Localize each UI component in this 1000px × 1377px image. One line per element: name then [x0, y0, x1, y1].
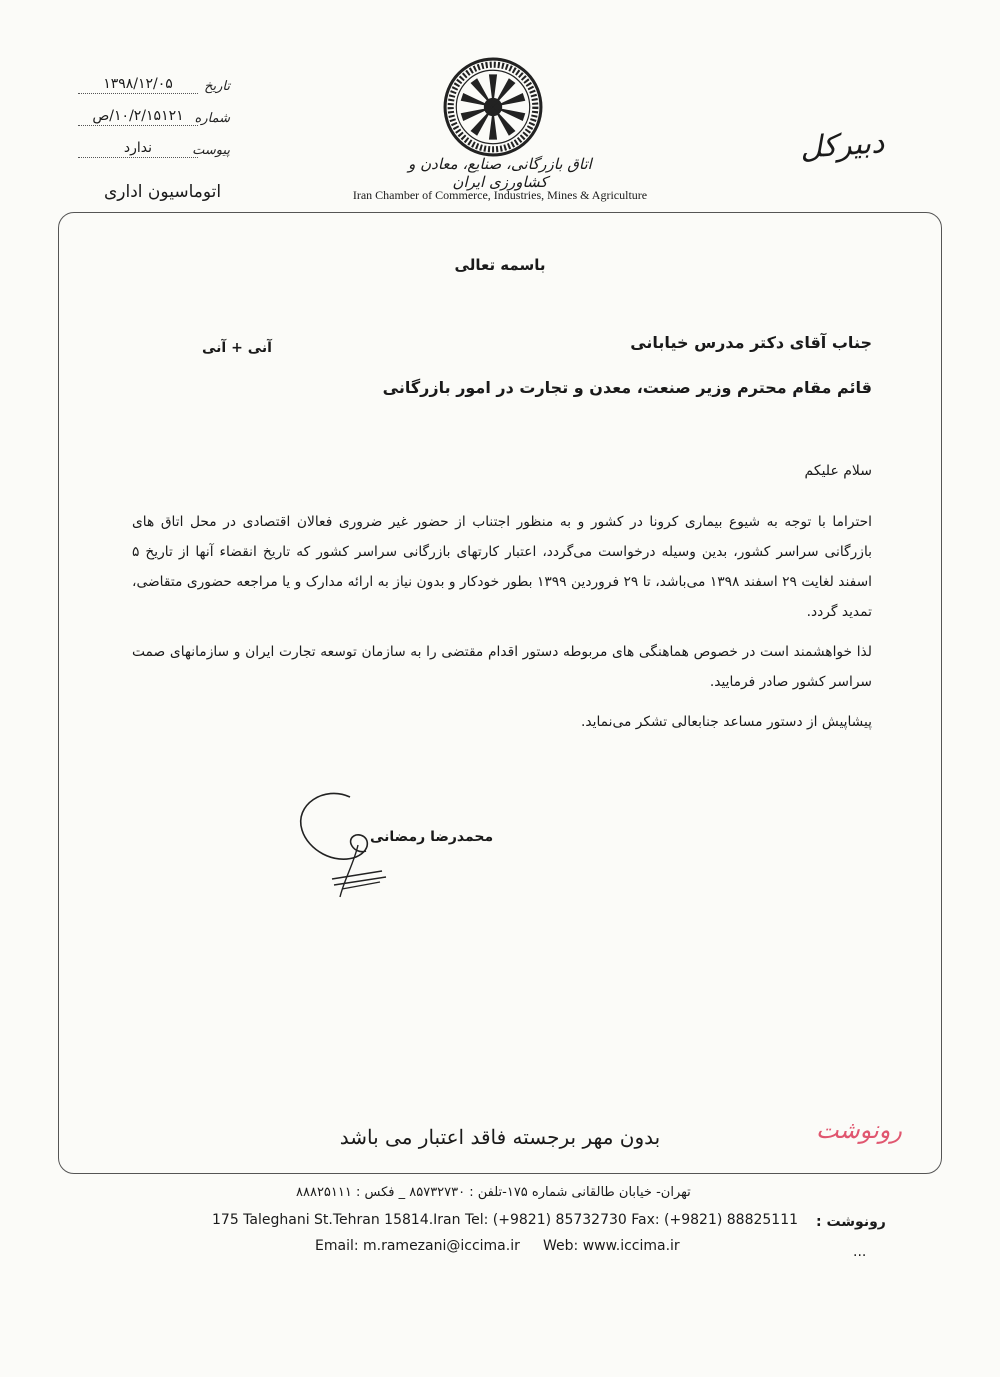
copy-ellipsis: ... [853, 1244, 867, 1260]
basmala-heading: باسمه تعالی [454, 256, 546, 274]
copy-label: رونوشت : [816, 1214, 886, 1230]
number-row [78, 108, 230, 126]
chamber-logo-icon [442, 56, 544, 158]
copy-stamp: رونوشت [816, 1116, 902, 1144]
recipient-name: جناب آقای دکتر مدرس خیابانی [630, 333, 872, 352]
department-label: دبیرکل [798, 125, 886, 166]
recipient-title: قائم مقام محترم وزیر صنعت، معدن و تجارت در امور بازرگانی [382, 378, 872, 397]
attachment-value: ندارد [78, 140, 198, 158]
greeting: سلام علیکم [804, 463, 872, 479]
office-automation-label: اتوماسیون اداری [104, 182, 222, 202]
org-name-persian: اتاق بازرگانی، صنایع، معادن و کشاورزی ایران [408, 155, 592, 191]
body-paragraph: احتراما با توجه به شیوع بیماری کرونا در کشور و به منظور اجتناب از حضور غیر ضروری فعالان اقتصادی در محل اتاق های بازرگانی سراسر کشور، بدین وسیله درخواست می‌گردد، اعتبار کارتهای بازرگانی سراسر کشور که تاریخ انقضاء آنها از تاریخ ۵ اسفند لغایت ۲۹ اسفند ۱۳۹۸ می‌باشد، تا ۲۹ فروردین ۱۳۹۹ بطور خودکار و بدون نیاز به ارائه مدارک و یا مراجعه حضوری متقاضی، تمدید گردد. [132, 514, 872, 620]
body-paragraph: لذا خواهشمند است در خصوص هماهنگی های مربوطه دستور اقدام مقتضی را به سازمان توسعه تجارت ایران و سازمانهای صمت سراسر کشور صادر فرمایید. [132, 644, 872, 690]
address-english: 175 Taleghani St.Tehran 15814.Iran Tel: (+9821) 85732730 Fax: (+9821) 88825111 [212, 1212, 799, 1228]
signature-icon [284, 785, 404, 905]
email-text: Email: m.ramezani@iccima.ir [315, 1238, 520, 1254]
number-value: ۱۰/۲/۱۵۱۲۱/ص [78, 108, 198, 126]
date-label: تاریخ [204, 79, 230, 94]
org-name-english: Iran Chamber of Commerce, Industries, Mines & Agriculture [352, 188, 648, 202]
closing-line: پیشاپیش از دستور مساعد جنابعالی تشکر می‌نماید. [580, 714, 872, 730]
attachment-label: پیوست [192, 143, 230, 158]
date-row [78, 76, 230, 94]
urgency-label: آنی + آنی [202, 340, 272, 356]
date-value: ۱۳۹۸/۱۲/۰۵ [78, 76, 198, 94]
web-text: Web: www.iccima.ir [543, 1238, 680, 1254]
signer-name: محمدرضا رمضانی [370, 829, 494, 845]
number-label: شماره [194, 111, 230, 126]
stamp-validity-text: بدون مهر برجسته فاقد اعتبار می باشد [339, 1125, 661, 1149]
attachment-row [78, 140, 230, 158]
address-persian: تهران- خیابان طالقانی شماره ۱۷۵-تلفن : ۸۵۷۳۲۷۳۰ _ فکس : ۸۸۸۲۵۱۱۱ [296, 1185, 691, 1200]
